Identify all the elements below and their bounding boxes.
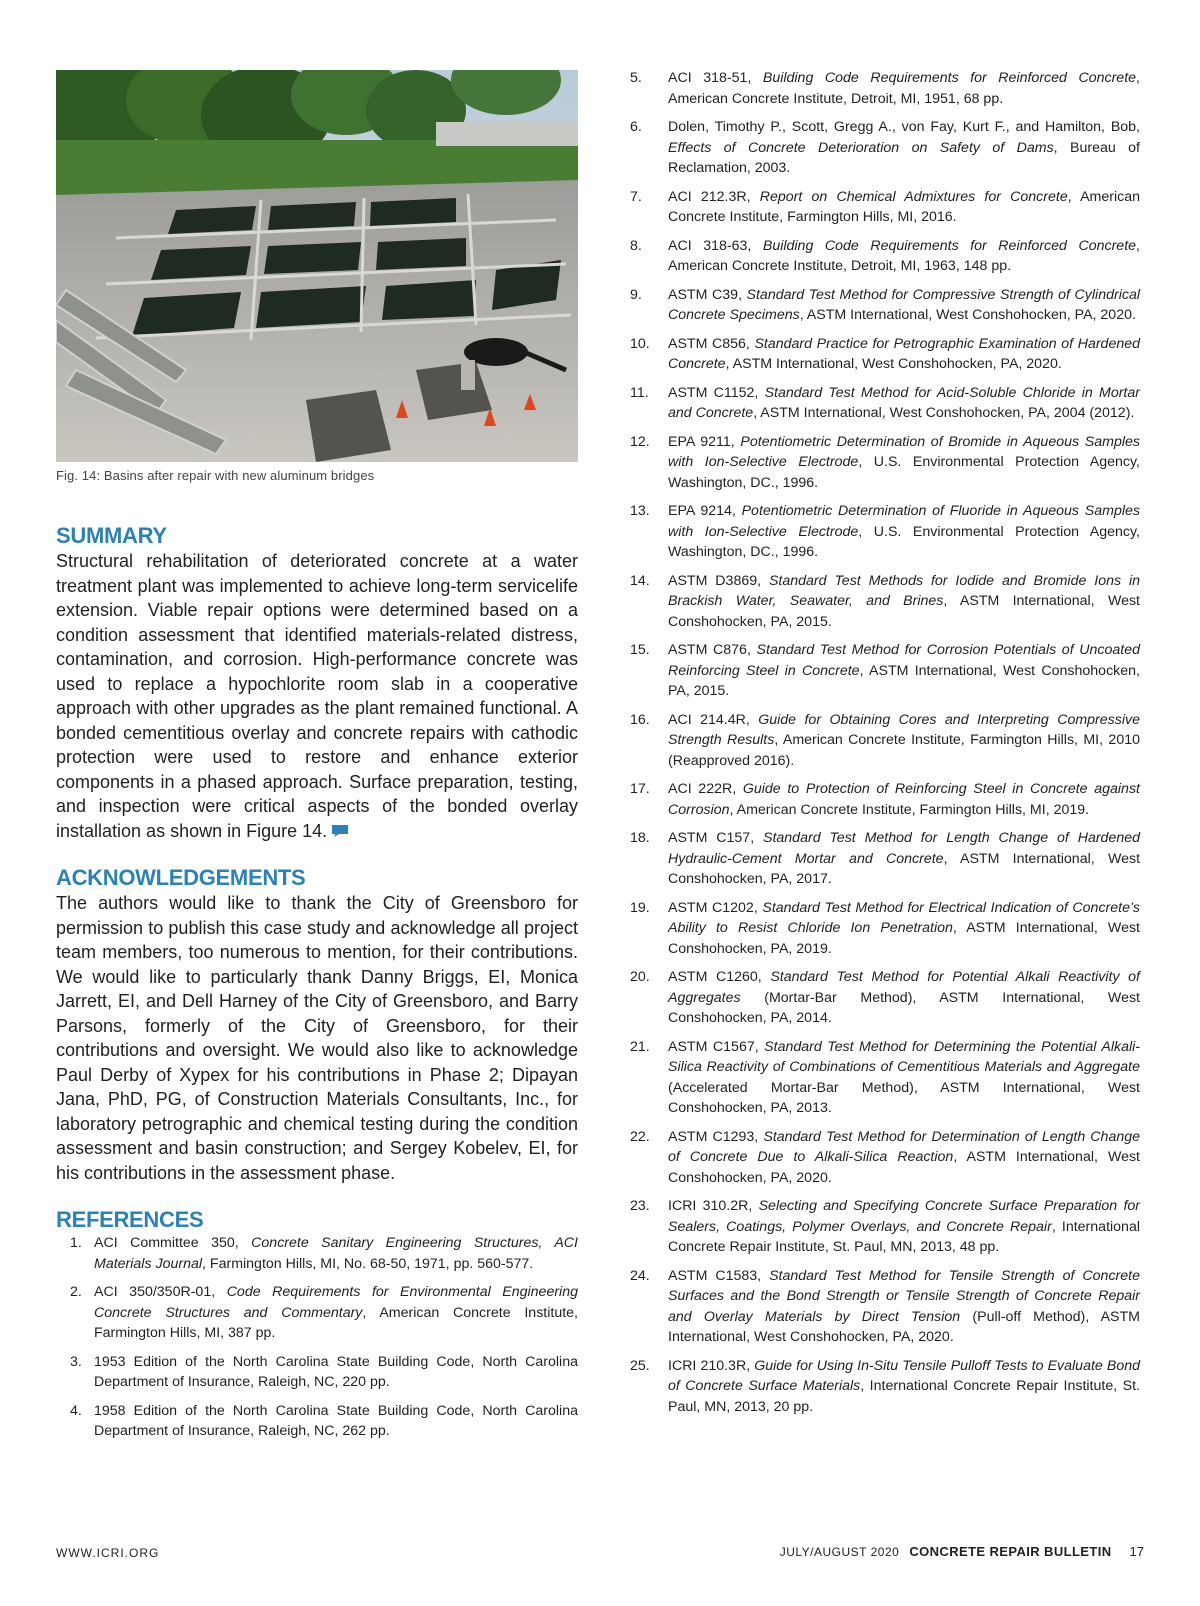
reference-text — [668, 828, 1140, 890]
footer-publication: CONCRETE REPAIR BULLETIN — [909, 1544, 1112, 1559]
reference-item — [630, 779, 1140, 820]
reference-item — [630, 187, 1140, 228]
reference-authors: ACI Committee 350, — [94, 1235, 252, 1251]
reference-publisher: , U.S. Environmental Protection Agency, Washington, DC., 1996. — [668, 523, 1140, 560]
reference-title: Standard Test Method for Tensile Strength of Concrete Surfaces and the Bond Strength or Tensile Strength of Concrete Repair and Overlay Materials by Direct Tension — [668, 1267, 1140, 1325]
reference-number: 20. — [630, 969, 650, 985]
page-number: 17 — [1129, 1544, 1144, 1559]
reference-authors: ACI 212.3R, — [668, 188, 760, 205]
reference-number: 24. — [630, 1267, 650, 1284]
reference-item — [630, 571, 1140, 633]
reference-publisher: , ASTM International, West Conshohocken, PA, 2020. — [799, 307, 1136, 323]
reference-item — [630, 383, 1140, 424]
reference-publisher: (Pull-off Method), ASTM International, West Conshohocken, PA, 2020. — [668, 1308, 1140, 1345]
reference-title: Guide to Protection of Reinforcing Steel in Concrete against Corrosion — [668, 781, 1140, 818]
reference-number: 8. — [630, 237, 642, 254]
reference-item — [630, 1266, 1140, 1348]
reference-authors: 1958 Edition of the North Carolina State Building Code, North Carolina Department of Insurance, Raleigh, NC, 262 pp. — [94, 1402, 578, 1439]
reference-number: 7. — [630, 188, 642, 205]
reference-text — [668, 779, 1140, 820]
reference-authors: ACI 350/350R-01, — [94, 1284, 227, 1300]
reference-publisher: , American Concrete Institute, Farmington Hills, MI, 387 pp. — [94, 1304, 578, 1341]
reference-text — [668, 898, 1140, 960]
reference-item — [56, 1401, 578, 1442]
reference-publisher: , ASTM International, West Conshohocken, PA, 2019. — [668, 920, 1140, 957]
reference-publisher: , ASTM International, West Conshohocken, PA, 2020. — [725, 356, 1062, 372]
reference-text — [668, 1127, 1140, 1189]
reference-text — [668, 117, 1140, 179]
references-heading: REFERENCES — [56, 1207, 204, 1232]
reference-authors: ASTM C876, — [668, 642, 757, 658]
reference-title: Standard Practice for Petrographic Examination of Hardened Concrete — [668, 335, 1141, 372]
reference-number: 13. — [630, 503, 650, 519]
reference-title: Concrete Sanitary Engineering Structures, ACI Materials Journal — [94, 1235, 578, 1272]
reference-text — [668, 710, 1140, 772]
figure-caption: Fig. 14: Basins after repair with new aluminum bridges — [56, 468, 375, 483]
reference-publisher: , ASTM International, West Conshohocken, PA, 2017. — [668, 850, 1141, 887]
reference-text — [94, 1352, 578, 1393]
reference-authors: ASTM C157, — [668, 830, 763, 846]
reference-item — [630, 285, 1140, 326]
reference-authors: ACI 222R, — [668, 781, 743, 797]
reference-number: 17. — [630, 781, 650, 797]
reference-title: Selecting and Specifying Concrete Surface Preparation for Sealers, Coatings, Polymer Overlays, and Concrete Repair — [668, 1198, 1141, 1235]
reference-authors: Dolen, Timothy P., Scott, Gregg A., von Fay, Kurt F., and Hamilton, Bob, — [668, 119, 1140, 135]
reference-title: Report on Chemical Admixtures for Concrete — [759, 188, 1068, 205]
reference-publisher: , American Concrete Institute, Farmington Hills, MI, 2016. — [668, 188, 1140, 225]
reference-title: Potentiometric Determination of Fluoride in Aqueous Samples with Ion-Selective Electrode — [668, 503, 1140, 540]
reference-number: 18. — [630, 830, 650, 846]
reference-number: 6. — [630, 119, 642, 135]
reference-title: Effects of Concrete Deterioration on Safety of Dams — [668, 139, 1054, 156]
reference-publisher: , ASTM International, West Conshohocken, PA, 2015. — [668, 593, 1140, 630]
reference-publisher: , American Concrete Institute, Farmington Hills, MI, 2010 (Reapproved 2016). — [668, 732, 1140, 769]
reference-authors: ASTM C1152, — [668, 384, 765, 401]
reference-number: 4. — [70, 1402, 82, 1419]
summary-body: Structural rehabilitation of deteriorated concrete at a water treatment plant was implemented to achieve long-term servicelife extension. Viable repair options were determined based on a condition assessment that identified materials-related distress, contamination, and corrosion. High-performance concrete was used to replace a hypochlorite room slab in a cooperative approach with other upgrades as the plant remained functional. A bonded cementitious overlay and concrete repairs with cathodic protection were used to restore and enhance exterior components in a phased approach. Surface preparation, testing, and inspection were critical aspects of the bonded overlay installation as shown in Figure 14. — [56, 551, 578, 841]
reference-title: Standard Test Method for Determination of Length Change of Concrete Due to Alkali-Silica Reaction — [668, 1128, 1140, 1165]
reference-item — [630, 432, 1140, 494]
reference-number: 19. — [630, 899, 650, 916]
reference-publisher: , International Concrete Repair Institute, St. Paul, MN, 2013, 48 pp. — [668, 1218, 1140, 1255]
reference-text — [668, 334, 1140, 375]
reference-title: Standard Test Method for Compressive Strength of Cylindrical Concrete Specimens — [668, 286, 1140, 323]
reference-text — [668, 967, 1140, 1029]
reference-title: Standard Test Method for Corrosion Potentials of Uncoated Reinforcing Steel in Concrete — [668, 642, 1140, 679]
footer-website: WWW.ICRI.ORG — [56, 1546, 160, 1560]
reference-title: Standard Test Method for Acid-Soluble Chloride in Mortar and Concrete — [668, 384, 1140, 421]
reference-item — [630, 1356, 1140, 1418]
reference-authors: ASTM C39, — [668, 286, 747, 303]
reference-title: Standard Test Method for Potential Alkali Reactivity of Aggregates — [668, 969, 1140, 1006]
reference-item — [630, 1196, 1140, 1258]
reference-publisher: , Farmington Hills, MI, No. 68-50, 1971, pp. 560-577. — [202, 1255, 534, 1272]
reference-publisher: , ASTM International, West Conshohocken, PA, 2020. — [668, 1149, 1141, 1186]
reference-item — [630, 710, 1140, 772]
footer-issue: JULY/AUGUST 2020 — [779, 1545, 900, 1559]
reference-item — [630, 1037, 1140, 1119]
reference-number: 21. — [630, 1038, 650, 1055]
reference-title: Standard Test Method for Electrical Indication of Concrete’s Ability to Resist Chloride Ion Penetration — [668, 899, 1140, 936]
left-column — [56, 70, 578, 1450]
reference-text — [668, 1356, 1140, 1418]
reference-authors: ASTM C1583, — [668, 1267, 770, 1284]
reference-publisher: , ASTM International, West Conshohocken, PA, 2015. — [668, 662, 1140, 699]
reference-title: Guide for Using In-Situ Tensile Pulloff Tests to Evaluate Bond of Concrete Surface Materials — [668, 1357, 1140, 1394]
reference-item — [630, 1127, 1140, 1189]
acknowledgements-text: The authors would like to thank the City of Greensboro for permission to publish this case study and acknowledge all project team members, too numerous to mention, for their contributions. We would like to particularly thank Danny Briggs, EI, Monica Jarrett, EI, and Dell Harney of the City of Greensboro, and Barry Parsons, formerly of the City of Greensboro, for their contributions and oversight. We would also like to acknowledge Paul Derby of Xypex for his contributions in Phase 2; Dipayan Jana, PhD, PG, of Construction Materials Consultants, Inc., for laboratory petrographic and chemical testing during the condition assessment and basin construction; and Sergey Kobelev, EI, for his contributions in the assessment phase. — [56, 893, 578, 1183]
reference-text — [668, 285, 1140, 326]
reference-text — [668, 383, 1140, 424]
summary-text — [56, 549, 578, 843]
reference-number: 22. — [630, 1128, 650, 1145]
reference-publisher: , ASTM International, West Conshohocken, PA, 2004 (2012). — [753, 405, 1135, 421]
reference-text — [668, 432, 1140, 494]
reference-text — [668, 501, 1140, 563]
reference-authors: ASTM C856, — [668, 335, 755, 352]
reference-number: 11. — [630, 384, 649, 401]
reference-authors: ACI 214.4R, — [668, 711, 759, 728]
reference-publisher: (Accelerated Mortar-Bar Method), ASTM International, West Conshohocken, PA, 2013. — [668, 1079, 1140, 1116]
reference-publisher: , International Concrete Repair Institute, St. Paul, MN, 2013, 20 pp. — [668, 1378, 1140, 1415]
reference-title: Potentiometric Determination of Bromide in Aqueous Samples with Ion-Selective Electrode — [668, 433, 1140, 470]
reference-text — [668, 1266, 1140, 1348]
reference-title: Standard Test Methods for Iodide and Bromide Ions in Brackish Water, Seawater, and Brines — [668, 572, 1141, 609]
reference-number: 12. — [630, 433, 650, 450]
reference-item — [630, 828, 1140, 890]
reference-publisher: , American Concrete Institute, Detroit, MI, 1963, 148 pp. — [668, 237, 1140, 274]
reference-item — [56, 1352, 578, 1393]
reference-number: 9. — [630, 286, 642, 303]
summary-heading: SUMMARY — [56, 523, 167, 548]
reference-number: 23. — [630, 1198, 650, 1214]
reference-authors: 1953 Edition of the North Carolina State Building Code, North Carolina Department of Insurance, Raleigh, NC, 220 pp. — [94, 1353, 578, 1390]
reference-number: 10. — [630, 335, 650, 352]
photo-trees — [56, 70, 578, 195]
reference-number: 2. — [70, 1284, 82, 1300]
reference-text — [668, 1196, 1140, 1258]
reference-authors: EPA 9214, — [668, 503, 742, 519]
reference-item — [56, 1233, 578, 1274]
reference-title: Building Code Requirements for Reinforced Concrete — [762, 237, 1137, 254]
reference-text — [668, 571, 1140, 633]
reference-authors: EPA 9211, — [668, 433, 741, 450]
photo-post — [461, 360, 475, 390]
reference-publisher: (Mortar-Bar Method), ASTM International, West Conshohocken, PA, 2014. — [668, 989, 1140, 1026]
reference-text — [668, 187, 1140, 228]
reference-item — [630, 117, 1140, 179]
reference-item — [56, 1282, 578, 1344]
footer-right — [780, 1544, 1144, 1559]
reference-number: 3. — [70, 1353, 82, 1370]
reference-title: Guide for Obtaining Cores and Interpreting Compressive Strength Results — [668, 711, 1140, 748]
reference-authors: ASTM C1293, — [668, 1128, 764, 1145]
reference-item — [630, 967, 1140, 1029]
reference-authors: ACI 318-63, — [668, 237, 763, 254]
references-list-right — [630, 68, 1140, 1417]
reference-item — [630, 898, 1140, 960]
reference-number: 16. — [630, 711, 650, 728]
right-column — [630, 68, 1140, 1425]
reference-item — [630, 68, 1140, 109]
reference-publisher: , American Concrete Institute, Detroit, MI, 1951, 68 pp. — [668, 70, 1140, 107]
reference-number: 14. — [630, 572, 650, 589]
end-of-article-icon — [331, 824, 349, 838]
reference-number: 5. — [630, 70, 642, 86]
reference-authors: ICRI 210.3R, — [668, 1357, 755, 1374]
reference-text — [94, 1401, 578, 1442]
reference-authors: ICRI 310.2R, — [668, 1198, 759, 1214]
reference-authors: ACI 318-51, — [668, 70, 763, 86]
reference-item — [630, 334, 1140, 375]
reference-text — [668, 236, 1140, 277]
figure-14-photo — [56, 70, 578, 462]
references-list-left — [56, 1233, 578, 1442]
reference-authors: ASTM C1202, — [668, 899, 763, 916]
acknowledgements-heading: ACKNOWLEDGEMENTS — [56, 865, 306, 890]
reference-publisher: , Bureau of Reclamation, 2003. — [668, 139, 1140, 176]
reference-authors: ASTM C1567, — [668, 1038, 765, 1055]
reference-publisher: , American Concrete Institute, Farmington Hills, MI, 2019. — [729, 801, 1090, 818]
reference-number: 25. — [630, 1357, 650, 1374]
reference-authors: ASTM D3869, — [668, 572, 769, 589]
reference-title: Standard Test Method for Length Change of Hardened Hydraulic-Cement Mortar and Concrete — [668, 830, 1141, 867]
reference-title: Code Requirements for Environmental Engineering Concrete Structures and Commentary — [94, 1284, 578, 1321]
reference-title: Standard Test Method for Determining the Potential Alkali-Silica Reactivity of Combinations of Cementitious Materials and Aggregate — [668, 1038, 1140, 1075]
reference-authors: ASTM C1260, — [668, 969, 771, 985]
reference-item — [630, 236, 1140, 277]
reference-text — [94, 1233, 578, 1274]
reference-text — [668, 640, 1140, 702]
reference-title: Building Code Requirements for Reinforced Concrete — [762, 70, 1137, 86]
reference-text — [668, 68, 1140, 109]
reference-item — [630, 501, 1140, 563]
reference-text — [668, 1037, 1140, 1119]
reference-number: 1. — [70, 1235, 82, 1251]
reference-item — [630, 640, 1140, 702]
reference-text — [94, 1282, 578, 1344]
reference-number: 15. — [630, 642, 650, 658]
reference-publisher: , U.S. Environmental Protection Agency, Washington, DC., 1996. — [668, 454, 1140, 491]
